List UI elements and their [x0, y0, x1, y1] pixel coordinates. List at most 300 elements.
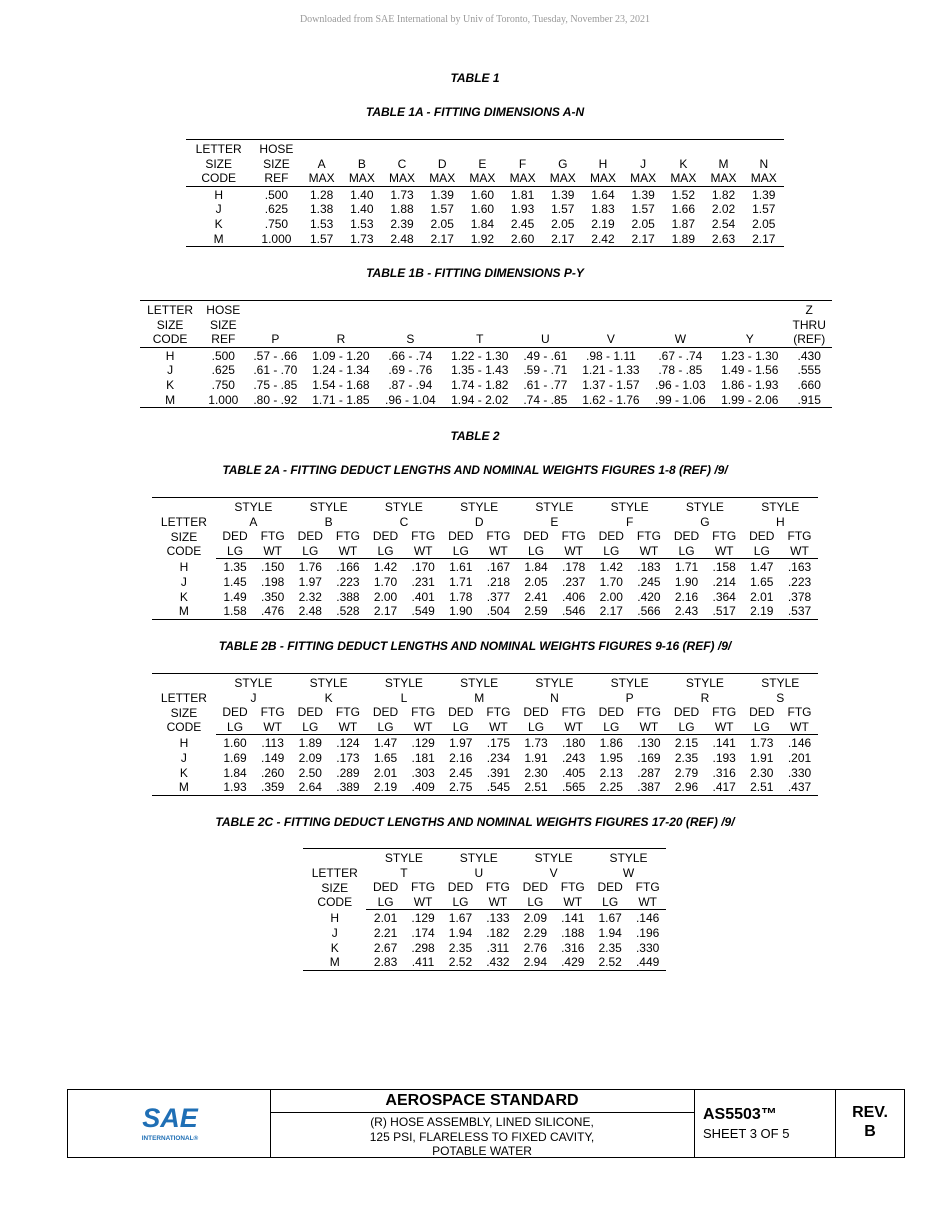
table-cell: 1.89 [671, 231, 695, 246]
table-row [186, 232, 784, 247]
table-cell: 1.78 [449, 589, 473, 604]
table-cell: 2.00 [373, 589, 398, 604]
title-cell [270, 1090, 695, 1157]
table-cell: 2.41 [524, 589, 548, 604]
table-cell: .234 [486, 750, 511, 765]
ded-lg-header: DED LG [592, 705, 630, 735]
table-cell: 1.90 [449, 604, 473, 619]
table-cell: 1.71 - 1.85 [312, 392, 370, 407]
sae-international-logo [138, 1102, 202, 1144]
table-cell: 1.47 [750, 560, 774, 575]
table-cell: .169 [637, 750, 661, 765]
column-header: U [516, 301, 574, 348]
column-header: K MAX [663, 140, 703, 187]
table-cell: 1.99 - 2.06 [721, 392, 779, 407]
table-cell: .378 [787, 589, 812, 604]
table-cell: .180 [561, 736, 586, 751]
ftg-wt-header: FTG WT [631, 705, 668, 735]
table-cell: .287 [637, 765, 661, 780]
table-cell: 1.42 [373, 560, 398, 575]
table-row [140, 378, 832, 393]
ftg-wt-header: FTG WT [480, 529, 517, 559]
table-cell: 1.84 [470, 216, 495, 231]
table-cell: 2.16 [674, 589, 699, 604]
table-cell: 1.74 - 1.82 [451, 377, 509, 392]
column-header: B MAX [342, 140, 382, 187]
table-2a-title: TABLE 2A - FITTING DEDUCT LENGTHS AND NOMINAL WEIGHTS FIGURES 1-8 (REF) /9/ [222, 463, 728, 477]
table-cell: 1.84 [223, 765, 247, 780]
table-cell: 2.75 [449, 780, 473, 795]
table-cell: K [166, 377, 175, 392]
table-cell: 1.23 - 1.30 [721, 348, 779, 363]
ded-lg-header: DED LG [743, 529, 781, 559]
table-cell: .298 [411, 940, 435, 955]
table-cell: 2.05 [631, 216, 655, 231]
table-cell: 1.39 [430, 187, 454, 202]
ded-lg-header: DED LG [291, 705, 329, 735]
ftg-wt-header: FTG WT [706, 705, 743, 735]
table-cell: 2.17 [752, 231, 776, 246]
description-line: 125 PSI, FLARELESS TO FIXED CAVITY, [369, 1129, 595, 1144]
table-cell: 2.52 [448, 955, 473, 970]
table-cell: 1.92 [470, 231, 495, 246]
table-cell: 1.40 [350, 202, 374, 217]
table-cell: .389 [336, 780, 360, 795]
style-header: STYLE L [384, 676, 423, 705]
table-cell: 1.86 [599, 736, 623, 751]
table-cell: 2.25 [599, 780, 623, 795]
table-cell: 1.81 [510, 187, 535, 202]
table-1b-title: TABLE 1B - FITTING DIMENSIONS P-Y [366, 266, 584, 280]
table-cell: .316 [712, 765, 736, 780]
table-row [152, 590, 818, 605]
table-cell: .129 [411, 736, 435, 751]
table-cell: .517 [712, 604, 736, 619]
table-cell: 1.83 [591, 202, 615, 217]
table-row [152, 575, 818, 590]
table-cell: .175 [486, 736, 511, 751]
style-header: STYLE N [535, 676, 574, 705]
table-1b-fitting-dimensions [140, 300, 832, 408]
table-row [152, 780, 818, 795]
table-cell: 1.73 [390, 187, 414, 202]
table-cell: .750 [264, 216, 289, 231]
table-cell: 1.69 [223, 750, 247, 765]
table-cell: 2.42 [591, 231, 615, 246]
description-line: (R) HOSE ASSEMBLY, LINED SILICONE, [370, 1115, 594, 1129]
table-cell: 1.24 - 1.34 [312, 363, 370, 378]
table-cell: .173 [336, 750, 360, 765]
table-cell: 1.93 [223, 780, 247, 795]
table-cell: .87 - .94 [388, 377, 433, 392]
ded-lg-header: DED LG [517, 529, 555, 559]
revision-label: REV. [852, 1104, 888, 1121]
table-cell: .124 [336, 736, 360, 751]
table-row [152, 559, 818, 575]
table-cell: 1.60 [470, 187, 495, 202]
ded-lg-header: DED LG [366, 529, 404, 559]
table-cell: 2.30 [524, 765, 548, 780]
table-cell: 2.01 [373, 765, 398, 780]
table-cell: .150 [260, 560, 285, 575]
table-cell: H [179, 560, 189, 575]
table-2-title: TABLE 2 [450, 429, 500, 443]
description-line: POTABLE WATER [432, 1144, 532, 1158]
table-cell: .311 [486, 940, 510, 955]
column-header: A MAX [302, 140, 342, 187]
table-2c-title: TABLE 2C - FITTING DEDUCT LENGTHS AND NOMINAL WEIGHTS FIGURES 17-20 (REF) /9/ [215, 815, 735, 829]
table-cell: 1.61 [449, 560, 473, 575]
table-cell: 1.35 - 1.43 [451, 363, 509, 378]
column-header: N MAX [744, 140, 784, 187]
table-cell: .80 - .92 [253, 392, 298, 407]
table-cell: H [214, 187, 223, 202]
table-cell: 2.19 [591, 216, 615, 231]
table-cell: .289 [336, 765, 360, 780]
table-cell: K [179, 589, 188, 604]
column-header: Y [713, 301, 786, 348]
table-cell: .420 [637, 589, 661, 604]
table-cell: J [167, 363, 174, 378]
table-cell: .67 - .74 [658, 348, 703, 363]
table-cell: .625 [211, 363, 235, 378]
table-cell: 1.35 [223, 560, 247, 575]
table-cell: .133 [486, 911, 510, 926]
table-cell: 2.76 [523, 940, 547, 955]
table-cell: .69 - .76 [388, 363, 433, 378]
ftg-wt-header: FTG WT [405, 529, 442, 559]
table-cell: .223 [787, 574, 812, 589]
column-header: LETTER SIZE CODE [186, 140, 251, 187]
table-cell: .330 [635, 940, 660, 955]
document-number-cell [694, 1090, 836, 1157]
table-cell: 1.54 - 1.68 [312, 377, 370, 392]
revision-value: B [864, 1123, 876, 1140]
table-cell: .146 [787, 736, 812, 751]
table-cell: 1.39 [551, 187, 575, 202]
column-header: C MAX [382, 140, 422, 187]
table-cell: .303 [411, 765, 435, 780]
table-row [152, 751, 818, 766]
table-cell: .449 [635, 955, 660, 970]
table-cell: .430 [797, 348, 821, 363]
code-column-header: LETTER SIZE CODE [311, 866, 358, 910]
ftg-wt-header: FTG WT [555, 705, 592, 735]
table-cell: 1.22 - 1.30 [451, 348, 509, 363]
table-cell: .500 [264, 187, 289, 202]
table-cell: 1.82 [711, 187, 736, 202]
table-cell: .243 [561, 750, 586, 765]
download-watermark: Downloaded from SAE International by Univ of Toronto, Tuesday, November 23, 2021 [299, 14, 651, 25]
table-cell: M [165, 392, 176, 407]
table-cell: .387 [637, 780, 661, 795]
ded-lg-header: DED LG [442, 529, 480, 559]
table-cell: .66 - .74 [388, 348, 433, 363]
table-cell: .406 [561, 589, 586, 604]
ded-lg-header: DED LG [516, 880, 554, 910]
table-cell: .359 [260, 780, 285, 795]
table-cell: 1.38 [309, 202, 334, 217]
table-1a-fitting-dimensions [186, 139, 784, 247]
table-cell: 1.88 [390, 202, 414, 217]
table-cell: J [180, 574, 187, 589]
column-header: W [648, 301, 714, 348]
table-cell: 1.62 - 1.76 [582, 392, 640, 407]
table-cell: 2.29 [523, 925, 547, 940]
table-cell: 1.58 [223, 604, 247, 619]
table-cell: .141 [712, 736, 736, 751]
table-cell: .74 - .85 [523, 392, 568, 407]
table-cell: .99 - 1.06 [655, 392, 706, 407]
table-cell: 2.45 [510, 216, 535, 231]
table-cell: K [214, 216, 223, 231]
table-cell: .537 [787, 604, 812, 619]
table-cell: 2.05 [524, 574, 548, 589]
table-cell: 1.76 [298, 560, 322, 575]
table-cell: .96 - 1.04 [385, 392, 436, 407]
column-header: P [246, 301, 304, 348]
table-cell: .350 [260, 589, 285, 604]
table-cell: 2.00 [599, 589, 623, 604]
ftg-wt-header: FTG WT [631, 529, 668, 559]
table-cell: K [179, 765, 188, 780]
table-cell: .214 [712, 574, 736, 589]
table-cell: 2.35 [598, 940, 622, 955]
standard-type: AEROSPACE STANDARD [270, 1090, 694, 1113]
table-cell: M [178, 780, 189, 795]
table-cell: 2.17 [551, 231, 575, 246]
table-cell: 2.17 [599, 604, 623, 619]
ftg-wt-header: FTG WT [706, 529, 743, 559]
table-cell: .915 [797, 392, 821, 407]
table-cell: 1.60 [223, 736, 247, 751]
table-cell: 1.000 [208, 392, 239, 407]
table-cell: 1.97 [449, 736, 473, 751]
table-cell: .196 [635, 925, 660, 940]
table-cell: 2.94 [523, 955, 547, 970]
ftg-wt-header: FTG WT [554, 880, 591, 910]
table-cell: 2.48 [390, 231, 414, 246]
table-cell: .61 - .77 [523, 377, 568, 392]
table-cell: 2.17 [373, 604, 398, 619]
table-cell: .388 [336, 589, 360, 604]
logo-wordmark: SAE [142, 1103, 198, 1133]
style-header-row [152, 498, 818, 530]
column-header: J MAX [623, 140, 663, 187]
table-cell: .163 [787, 560, 812, 575]
table-cell: 2.48 [298, 604, 322, 619]
table-cell: .429 [561, 955, 585, 970]
column-header: R [304, 301, 377, 348]
column-header: HOSE SIZE REF [251, 140, 301, 187]
table-cell: .405 [561, 765, 586, 780]
table-cell: .78 - .85 [658, 363, 703, 378]
ftg-wt-header: FTG WT [330, 529, 367, 559]
table-cell: 1.70 [373, 574, 398, 589]
table-cell: 1.21 - 1.33 [582, 363, 640, 378]
header-row [186, 140, 784, 187]
table-cell: J [215, 202, 222, 217]
ded-lg-header: DED LG [592, 529, 630, 559]
ded-lg-header: DED LG [442, 705, 480, 735]
table-cell: .565 [561, 780, 586, 795]
table-cell: .198 [260, 574, 285, 589]
table-row [303, 910, 666, 926]
table-cell: .170 [411, 560, 435, 575]
sub-header-row [152, 529, 818, 559]
table-cell: .245 [637, 574, 661, 589]
style-header: STYLE S [761, 676, 800, 705]
table-cell: .417 [712, 780, 736, 795]
table-cell: 2.17 [430, 231, 454, 246]
table-row [186, 217, 784, 232]
table-cell: .181 [411, 750, 435, 765]
column-header: Z THRU (REF) [786, 301, 832, 348]
table-cell: .146 [635, 911, 660, 926]
table-cell: 1.52 [671, 187, 695, 202]
table-1a-title: TABLE 1A - FITTING DIMENSIONS A-N [365, 105, 585, 119]
table-cell: 1.09 - 1.20 [312, 348, 370, 363]
table-cell: 1.66 [671, 202, 695, 217]
table-cell: 2.51 [524, 780, 548, 795]
table-cell: 2.05 [752, 216, 776, 231]
table-cell: .528 [336, 604, 360, 619]
ded-lg-header: DED LG [667, 529, 705, 559]
header-row [140, 301, 832, 348]
table-cell: 1.37 - 1.57 [582, 377, 640, 392]
style-header: STYLE K [309, 676, 348, 705]
table-cell: .158 [712, 560, 736, 575]
column-header: G MAX [543, 140, 583, 187]
column-header: E MAX [462, 140, 502, 187]
table-cell: .504 [486, 604, 511, 619]
ded-lg-header: DED LG [291, 529, 329, 559]
document-number: AS5503™ [703, 1106, 777, 1123]
table-cell: 1.57 [430, 202, 454, 217]
ftg-wt-header: FTG WT [480, 880, 517, 910]
table-cell: .183 [637, 560, 661, 575]
table-2c-deduct-lengths-weights [303, 848, 666, 971]
style-header: STYLE U [459, 851, 498, 880]
table-cell: .59 - .71 [523, 363, 568, 378]
ftg-wt-header: FTG WT [330, 705, 367, 735]
ded-lg-header: DED LG [216, 529, 254, 559]
table-cell: .476 [260, 604, 285, 619]
ftg-wt-header: FTG WT [480, 705, 517, 735]
table-row [186, 186, 784, 202]
table-cell: .549 [411, 604, 435, 619]
table-cell: .625 [264, 202, 289, 217]
table-cell: .182 [486, 925, 510, 940]
column-header: LETTER SIZE CODE [140, 301, 200, 348]
table-row [140, 347, 832, 363]
table-cell: 2.43 [674, 604, 699, 619]
table-row [140, 363, 832, 378]
table-cell: 1.65 [373, 750, 398, 765]
table-cell: 1.71 [674, 560, 699, 575]
table-cell: 1.87 [671, 216, 695, 231]
table-cell: 1.86 - 1.93 [721, 377, 779, 392]
table-cell: 1.57 [309, 231, 334, 246]
table-cell: J [180, 750, 187, 765]
table-cell: .401 [411, 589, 435, 604]
table-cell: .49 - .61 [523, 348, 568, 363]
table-cell: 1.94 [598, 925, 622, 940]
column-header: T [443, 301, 516, 348]
ftg-wt-header: FTG WT [555, 529, 592, 559]
table-cell: .61 - .70 [253, 363, 298, 378]
ftg-wt-header: FTG WT [254, 529, 291, 559]
table-cell: 1.91 [524, 750, 548, 765]
table-cell: J [331, 925, 338, 940]
style-header: STYLE A [234, 500, 273, 529]
table-cell: .437 [787, 780, 812, 795]
table-cell: K [330, 940, 339, 955]
style-header: STYLE H [761, 500, 800, 529]
table-cell: 1.67 [448, 911, 473, 926]
table-cell: 2.50 [298, 765, 322, 780]
code-column-header: LETTER SIZE CODE [160, 515, 207, 559]
ded-lg-header: DED LG [743, 705, 781, 735]
ded-lg-header: DED LG [667, 705, 705, 735]
table-row [186, 202, 784, 217]
ded-lg-header: DED LG [517, 705, 555, 735]
table-cell: .149 [260, 750, 285, 765]
table-cell: 1.73 [350, 231, 374, 246]
table-cell: 1.60 [470, 202, 495, 217]
style-header: STYLE E [535, 500, 574, 529]
table-2b-title: TABLE 2B - FITTING DEDUCT LENGTHS AND NOMINAL WEIGHTS FIGURES 9-16 (REF) /9/ [218, 639, 732, 653]
table-cell: 1.39 [752, 187, 776, 202]
table-cell: 2.83 [373, 955, 398, 970]
table-cell: 1.42 [599, 560, 623, 575]
table-cell: 2.54 [711, 216, 736, 231]
table-cell: 1.93 [510, 202, 535, 217]
table-cell: 2.19 [373, 780, 398, 795]
table-cell: .237 [561, 574, 586, 589]
table-cell: .750 [211, 377, 235, 392]
table-cell: .98 - 1.11 [586, 348, 636, 363]
style-header: STYLE D [460, 500, 499, 529]
style-header: STYLE M [460, 676, 499, 705]
table-cell: H [179, 736, 189, 751]
table-cell: 1.91 [750, 750, 774, 765]
column-header: HOSE SIZE REF [200, 301, 246, 348]
table-cell: .316 [561, 940, 585, 955]
table-cell: 1.64 [591, 187, 615, 202]
column-header: F MAX [502, 140, 542, 187]
sub-header-row [152, 705, 818, 735]
style-header: STYLE B [309, 500, 348, 529]
table-cell: 2.51 [750, 780, 774, 795]
table-cell: 1.73 [524, 736, 548, 751]
table-cell: 2.16 [449, 750, 473, 765]
table-cell: H [330, 911, 340, 926]
table-cell: 1.65 [750, 574, 774, 589]
table-cell: 1.67 [598, 911, 622, 926]
table-cell: 1.53 [309, 216, 334, 231]
table-cell: 1.97 [298, 574, 322, 589]
table-cell: .330 [787, 765, 812, 780]
table-cell: .231 [411, 574, 435, 589]
table-cell: 2.39 [390, 216, 414, 231]
style-header: STYLE P [610, 676, 649, 705]
table-cell: M [178, 604, 189, 619]
ftg-wt-header: FTG WT [405, 705, 442, 735]
style-header: STYLE V [534, 851, 573, 880]
table-cell: 2.09 [523, 911, 547, 926]
style-header: STYLE T [384, 851, 423, 880]
